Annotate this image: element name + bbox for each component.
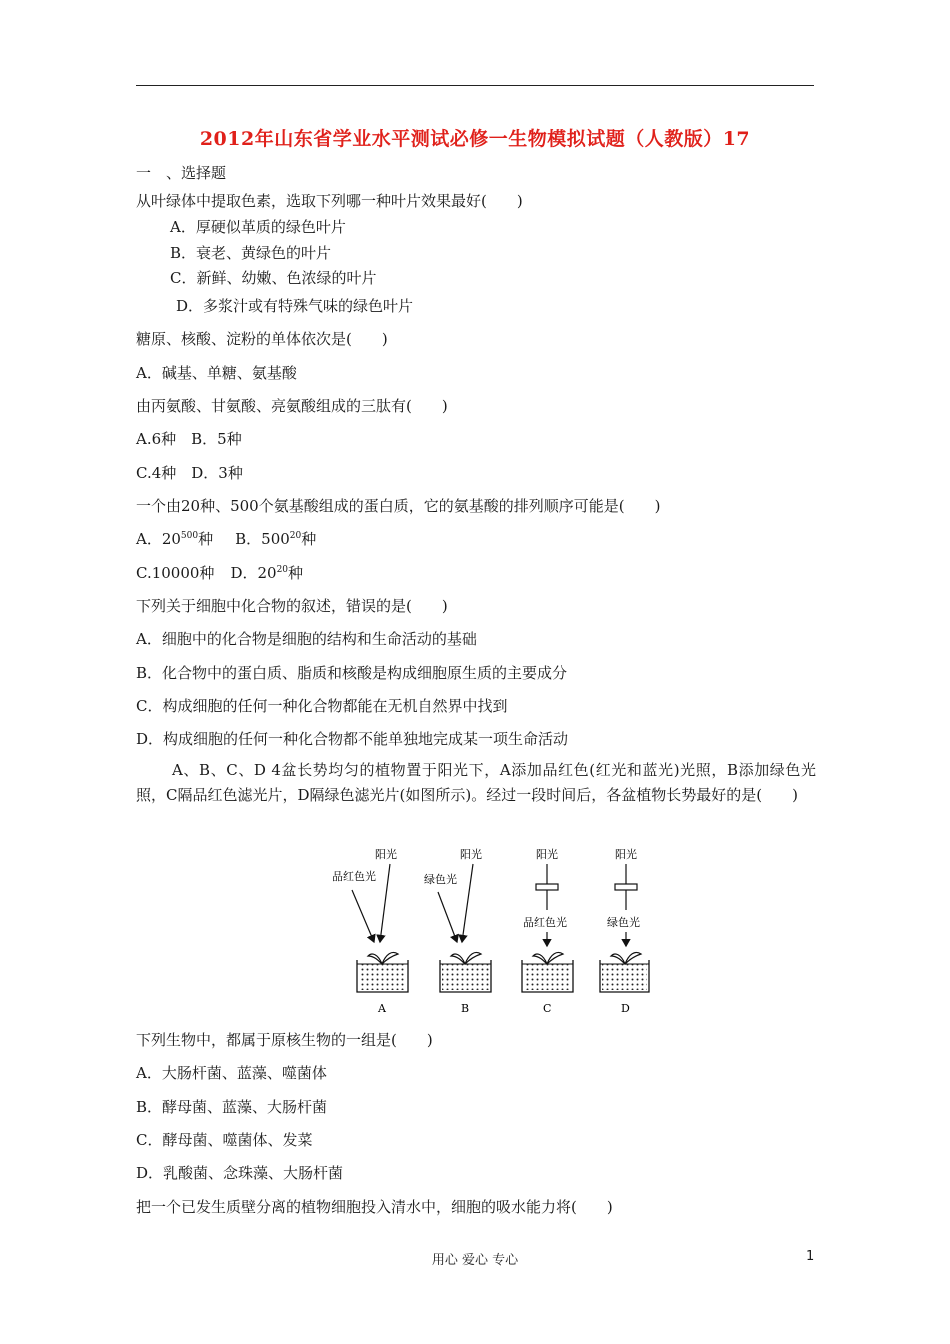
pot-c-filter — [536, 884, 558, 890]
pot-a-magenta-label: 品红色光 — [332, 870, 376, 883]
pot-b — [424, 847, 491, 1015]
question-3-options-cd: C.4种 D．3种 — [136, 464, 243, 482]
document-title: 2012年山东省学业水平测试必修一生物模拟试题（人教版）17 — [199, 128, 751, 150]
pot-a — [332, 847, 408, 1015]
question-4-option-a-unit: 种 — [198, 530, 214, 548]
question-4-option-a-exponent: 500 — [180, 531, 199, 541]
question-4-option-b-base: B．500 — [235, 530, 290, 548]
question-7-option-c: C．酵母菌、噬菌体、发菜 — [136, 1131, 313, 1149]
question-2-option-a: A．碱基、单糖、氨基酸 — [136, 364, 297, 382]
pot-d-sunlight-label: 阳光 — [615, 848, 637, 861]
question-4-option-b-unit: 种 — [301, 530, 317, 548]
question-7-option-a: A．大肠杆菌、蓝藻、噬菌体 — [136, 1064, 327, 1082]
question-5-option-b: B．化合物中的蛋白质、脂质和核酸是构成细胞原生质的主要成分 — [136, 664, 568, 682]
question-4-option-d-base: D．20 — [230, 564, 277, 582]
question-6-stem: A、B、C、D 4盆长势均匀的植物置于阳光下，A添加品红色(红光和蓝光)光照，B添加绿色光照，C隔品红色滤光片，D隔绿色滤光片(如图所示)。经过一段时间后，各盆植物长势最好的是( ) — [136, 761, 816, 804]
pot-c-sunlight-label: 阳光 — [536, 848, 558, 861]
section-heading: 一 、选择题 — [136, 164, 227, 182]
question-3-options-ab: A.6种 B．5种 — [136, 430, 242, 448]
page-footer: 用心 爱心 专心 — [431, 1253, 519, 1268]
question-4-option-d-unit: 种 — [288, 564, 304, 582]
pot-c-label: C — [543, 1002, 552, 1015]
pot-b-green-label: 绿色光 — [424, 873, 457, 886]
question-3-stem: 由丙氨酸、甘氨酸、亮氨酸组成的三肽有( ) — [136, 397, 448, 415]
pot-c-magenta-label: 品红色光 — [523, 916, 567, 929]
pot-a-label: A — [378, 1002, 386, 1015]
question-4-options-ab — [136, 529, 316, 549]
question-4-option-b-exponent: 20 — [289, 531, 302, 541]
question-4-option-c: C.10000种 — [136, 564, 215, 582]
pot-d-green-label: 绿色光 — [607, 916, 640, 929]
question-5-option-c: C．构成细胞的任何一种化合物都能在无机自然界中找到 — [136, 697, 508, 715]
question-8-stem: 把一个已发生质壁分离的植物细胞投入清水中，细胞的吸水能力将( ) — [136, 1198, 613, 1216]
pot-d-label: D — [621, 1002, 630, 1015]
question-5-stem: 下列关于细胞中化合物的叙述，错误的是( ) — [136, 597, 448, 615]
question-1-option-b: B．衰老、黄绿色的叶片 — [170, 244, 332, 262]
question-1-option-c: C．新鲜、幼嫩、色浓绿的叶片 — [170, 269, 377, 287]
question-5-option-d: D．构成细胞的任何一种化合物都不能单独地完成某一项生命活动 — [136, 730, 569, 748]
header-rule — [136, 85, 814, 86]
page-number: 1 — [806, 1249, 815, 1264]
question-4-option-d-exponent: 20 — [276, 565, 289, 575]
question-7-option-d: D．乳酸菌、念珠藻、大肠杆菌 — [136, 1164, 344, 1182]
question-1-stem: 从叶绿体中提取色素，选取下列哪一种叶片效果最好( ) — [136, 192, 523, 210]
question-1-option-d: D．多浆汁或有特殊气味的绿色叶片 — [176, 297, 414, 315]
question-5-option-a: A．细胞中的化合物是细胞的结构和生命活动的基础 — [136, 630, 477, 648]
pot-a-sunlight-label: 阳光 — [375, 848, 397, 861]
question-2-stem: 糖原、核酸、淀粉的单体依次是( ) — [136, 330, 388, 348]
pot-d-filter — [615, 884, 637, 890]
question-7-option-b: B．酵母菌、蓝藻、大肠杆菌 — [136, 1098, 328, 1116]
pot-b-label: B — [461, 1002, 470, 1015]
question-4-options-cd — [136, 563, 303, 583]
question-7-stem: 下列生物中，都属于原核生物的一组是( ) — [136, 1031, 433, 1049]
plant-light-figure — [320, 842, 650, 1017]
pot-d — [600, 847, 649, 1015]
pot-c — [522, 847, 573, 1015]
question-4-option-a-base: A．20 — [136, 530, 181, 548]
question-4-stem: 一个由20种、500个氨基酸组成的蛋白质，它的氨基酸的排列顺序可能是( ) — [136, 497, 661, 515]
pot-b-sunlight-label: 阳光 — [460, 848, 482, 861]
question-1-option-a: A．厚硬似革质的绿色叶片 — [170, 218, 346, 236]
